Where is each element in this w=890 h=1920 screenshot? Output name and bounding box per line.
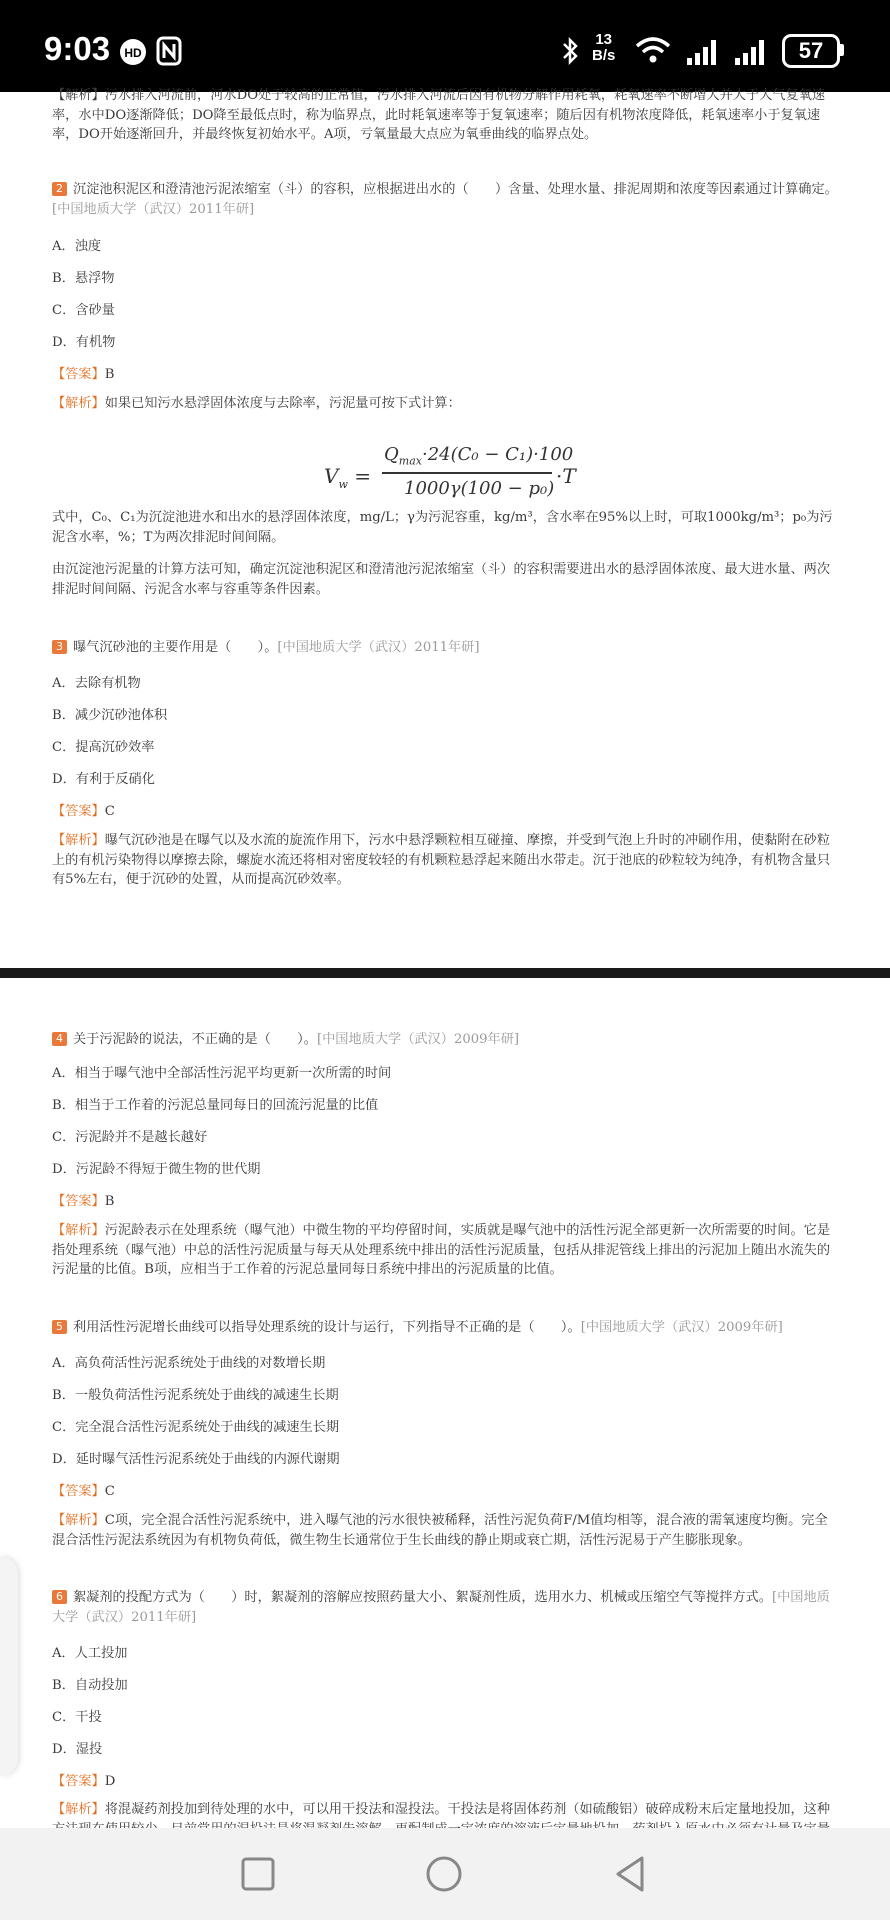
question-number: 2 <box>52 182 67 196</box>
battery-indicator: 57 <box>782 34 840 68</box>
option-a: A．高负荷活性污泥系统处于曲线的对数增长期 <box>52 1356 326 1371</box>
option-b: B．一般负荷活性污泥系统处于曲线的减速生长期 <box>52 1388 339 1403</box>
analysis <box>52 831 840 890</box>
option-b: B．自动投加 <box>52 1678 128 1693</box>
analysis-text: 如果已知污水悬浮固体浓度与去除率，污泥量可按下式计算： <box>104 396 461 411</box>
answer-label: 【答案】 <box>52 1774 105 1789</box>
recents-button[interactable] <box>236 1852 280 1896</box>
option-b: B．相当于工作着的污泥总量同每日的回流污泥量的比值 <box>52 1098 379 1113</box>
option-c: C．提高沉砂效率 <box>52 740 155 755</box>
analysis-label: 【解析】 <box>52 1802 105 1817</box>
answer-value: B <box>104 367 115 382</box>
wifi-icon <box>634 34 672 66</box>
answer <box>52 1190 114 1209</box>
signal-icon <box>686 38 722 66</box>
question-5 <box>52 1318 840 1338</box>
navigation-bar <box>0 1828 890 1920</box>
option-c: C．污泥龄并不是越长越好 <box>52 1130 208 1145</box>
analysis <box>52 1221 840 1280</box>
answer <box>52 800 115 819</box>
option-d: D．有利于反硝化 <box>52 772 155 787</box>
option-c: C．含砂量 <box>52 303 115 318</box>
option-a: A．浊度 <box>52 239 102 254</box>
analysis-label: 【解析】 <box>52 1513 105 1528</box>
answer-label: 【答案】 <box>52 1484 105 1499</box>
analysis <box>52 394 840 414</box>
option-d: D．延时曝气活性污泥系统处于曲线的内源代谢期 <box>52 1452 340 1467</box>
analysis-label: 【解析】 <box>52 1223 105 1238</box>
analysis-label: 【解析】 <box>52 396 105 411</box>
question-2 <box>52 180 840 219</box>
answer-value: B <box>104 1194 115 1209</box>
answer-value: D <box>104 1774 116 1789</box>
question-source: [中国地质大学（武汉）2011年研] <box>52 1590 830 1625</box>
question-3 <box>52 638 840 658</box>
network-speed-value: 13 <box>595 31 613 48</box>
formula-numerator: $Q_{max}\cdot 24(C_0 - C_1)\cdot 100$ <box>384 444 574 468</box>
document-page-1 <box>0 88 890 968</box>
analysis-text: 将混凝药剂投加到待处理的水中，可以用干投法和湿投法。干投法是将固体药剂（如硫酸铝）破碎成粉末后定量地投加，这种 <box>104 1802 831 1817</box>
option-c: C．干投 <box>52 1710 102 1725</box>
home-button[interactable] <box>422 1852 466 1896</box>
option-c: C．完全混合活性污泥系统处于曲线的减速生长期 <box>52 1420 340 1435</box>
option-a: A．人工投加 <box>52 1646 128 1661</box>
answer-label: 【答案】 <box>52 804 105 819</box>
back-button[interactable] <box>608 1852 652 1896</box>
question-4 <box>52 1030 840 1050</box>
side-panel-handle[interactable] <box>0 1556 18 1776</box>
question-source: [中国地质大学（武汉）2011年研] <box>52 201 255 217</box>
analysis <box>52 1511 840 1550</box>
option-d: D．有机物 <box>52 335 116 350</box>
answer-value: C <box>104 1484 115 1499</box>
option-d: D．污泥龄不得短于微生物的世代期 <box>52 1162 261 1177</box>
option-a: A．相当于曝气池中全部活性污泥平均更新一次所需的时间 <box>52 1066 392 1081</box>
conclusion: 由沉淀池污泥量的计算方法可知，确定沉淀池积泥区和澄清池污泥浓缩室（斗）的容积需要进出水的悬浮固体浓度、最大进水量、两次排泥时间间隔、污泥含水率与容重等条件因素。 <box>52 562 831 597</box>
question-number: 3 <box>52 640 67 654</box>
hd-call-icon <box>118 37 148 67</box>
question-source: [中国地质大学（武汉）2011年研] <box>277 640 480 655</box>
fraction-bar <box>382 472 552 474</box>
question-number: 4 <box>52 1032 67 1046</box>
nfc-icon <box>156 36 182 66</box>
question-number: 5 <box>52 1320 67 1334</box>
question-text: 曝气沉砂池的主要作用是（ ）。 <box>73 640 278 655</box>
question-6 <box>52 1588 840 1627</box>
status-bar <box>0 0 890 92</box>
document-page-2 <box>0 978 890 1828</box>
question-source: [中国地质大学（武汉）2009年研] <box>580 1320 783 1335</box>
question-text: 絮凝剂的投配方式为（ ）时，絮凝剂的溶解应按照药量大小、絮凝剂性质，选用水力、机械或压缩空气等搅拌方式。 <box>73 1590 772 1605</box>
option-a: A．去除有机物 <box>52 676 141 691</box>
answer <box>52 1770 115 1789</box>
answer <box>52 1480 115 1499</box>
top-analysis: 【解析】污水排入河流前，河水DO处于较高的正常值，污水排入河流后因有机物分解作用耗氧，耗氧速率不断增大并大于大气复氧速率，水中DO逐渐降低；DO降至最低点时，称为临界点，此时耗氧速率等于复氧速率；随后因有机物浓度降低，耗氧速率小于复氧速率，DO开始逐渐回升，并最终恢复初始水平。A项，亏氧量最大点应为氧垂曲线的临界点处。 <box>52 88 826 142</box>
analysis-text: C项，完全混合活性污泥系统中，进入曝气池的污水很快被稀释，活性污泥负荷F/M值均相等，混合液的需氧速度均衡。完全混合活性污泥法系统因为有机物负荷低，微生物生长通常位于生长曲线的静止期或衰亡期，活性污泥易于产生膨胀现象。 <box>52 1513 828 1548</box>
option-d: D．湿投 <box>52 1742 103 1757</box>
svg-text:HD: HD <box>124 46 142 60</box>
signal-icon-2 <box>734 38 774 66</box>
question-text: 利用活性污泥增长曲线可以指导处理系统的设计与运行，下列指导不正确的是（ ）。 <box>73 1320 581 1335</box>
status-time: 9:03 <box>44 30 111 67</box>
answer-label: 【答案】 <box>52 1194 105 1209</box>
option-b: B．减少沉砂池体积 <box>52 708 168 723</box>
formula-explanation: 式中，C₀、C₁为沉淀池进水和出水的悬浮固体浓度，mg/L；γ为污泥容重，kg/m³，含水率在95%以上时，可取1000kg/m³；p₀为污泥含水率，%；T为两次排泥时间间隔。 <box>52 510 833 545</box>
answer <box>52 363 114 382</box>
battery-nub <box>840 44 844 56</box>
analysis-text: 污泥龄表示在处理系统（曝气池）中微生物的平均停留时间，实质就是曝气池中的活性污泥全部更新一次所需要的时间。它是指处理系统（曝气池）中总的活性污泥质量与每天从处理系统中排出的活性污泥质量，包括从排泥管线上排出的污泥加上随出水流失的污泥量的比值。B项，应相当于工作着的污泥总量同每日系统中排出的污泥质量的比值。 <box>52 1223 831 1277</box>
page-divider <box>0 968 890 978</box>
question-text: 关于污泥龄的说法，不正确的是（ ）。 <box>73 1032 317 1047</box>
answer-label: 【答案】 <box>52 367 105 382</box>
analysis-text: 曝气沉砂池是在曝气以及水流的旋流作用下，污水中悬浮颗粒相互碰撞、摩擦，并受到气泡上升时的冲刷作用，使黏附在砂粒上的有机污染物得以摩擦去除，螺旋水流还将相对密度较轻的有机颗粒悬浮起来随出水带走。沉于池底的砂粒较为纯净，有机物含量只有5%左右，便于沉砂的处置，从而提高沉砂效率。 <box>52 833 831 887</box>
formula-denominator: 1000γ(100 − p₀) <box>404 478 555 499</box>
network-speed-unit: B/s <box>592 47 616 64</box>
network-speed <box>592 32 615 64</box>
question-text: 沉淀池积泥区和澄清池污泥浓缩室（斗）的容积，应根据进出水的（ ）含量、处理水量、排泥周期和浓度等因素通过计算确定。 <box>73 182 838 197</box>
answer-value: C <box>104 804 115 819</box>
question-source: [中国地质大学（武汉）2009年研] <box>316 1032 520 1047</box>
analysis-label: 【解析】 <box>52 833 105 848</box>
bluetooth-icon <box>560 36 580 66</box>
formula-tail: ·T <box>556 464 576 488</box>
question-number: 6 <box>52 1590 67 1604</box>
formula-lhs: $V_w$ = <box>324 464 371 491</box>
option-b: B．悬浮物 <box>52 271 115 286</box>
